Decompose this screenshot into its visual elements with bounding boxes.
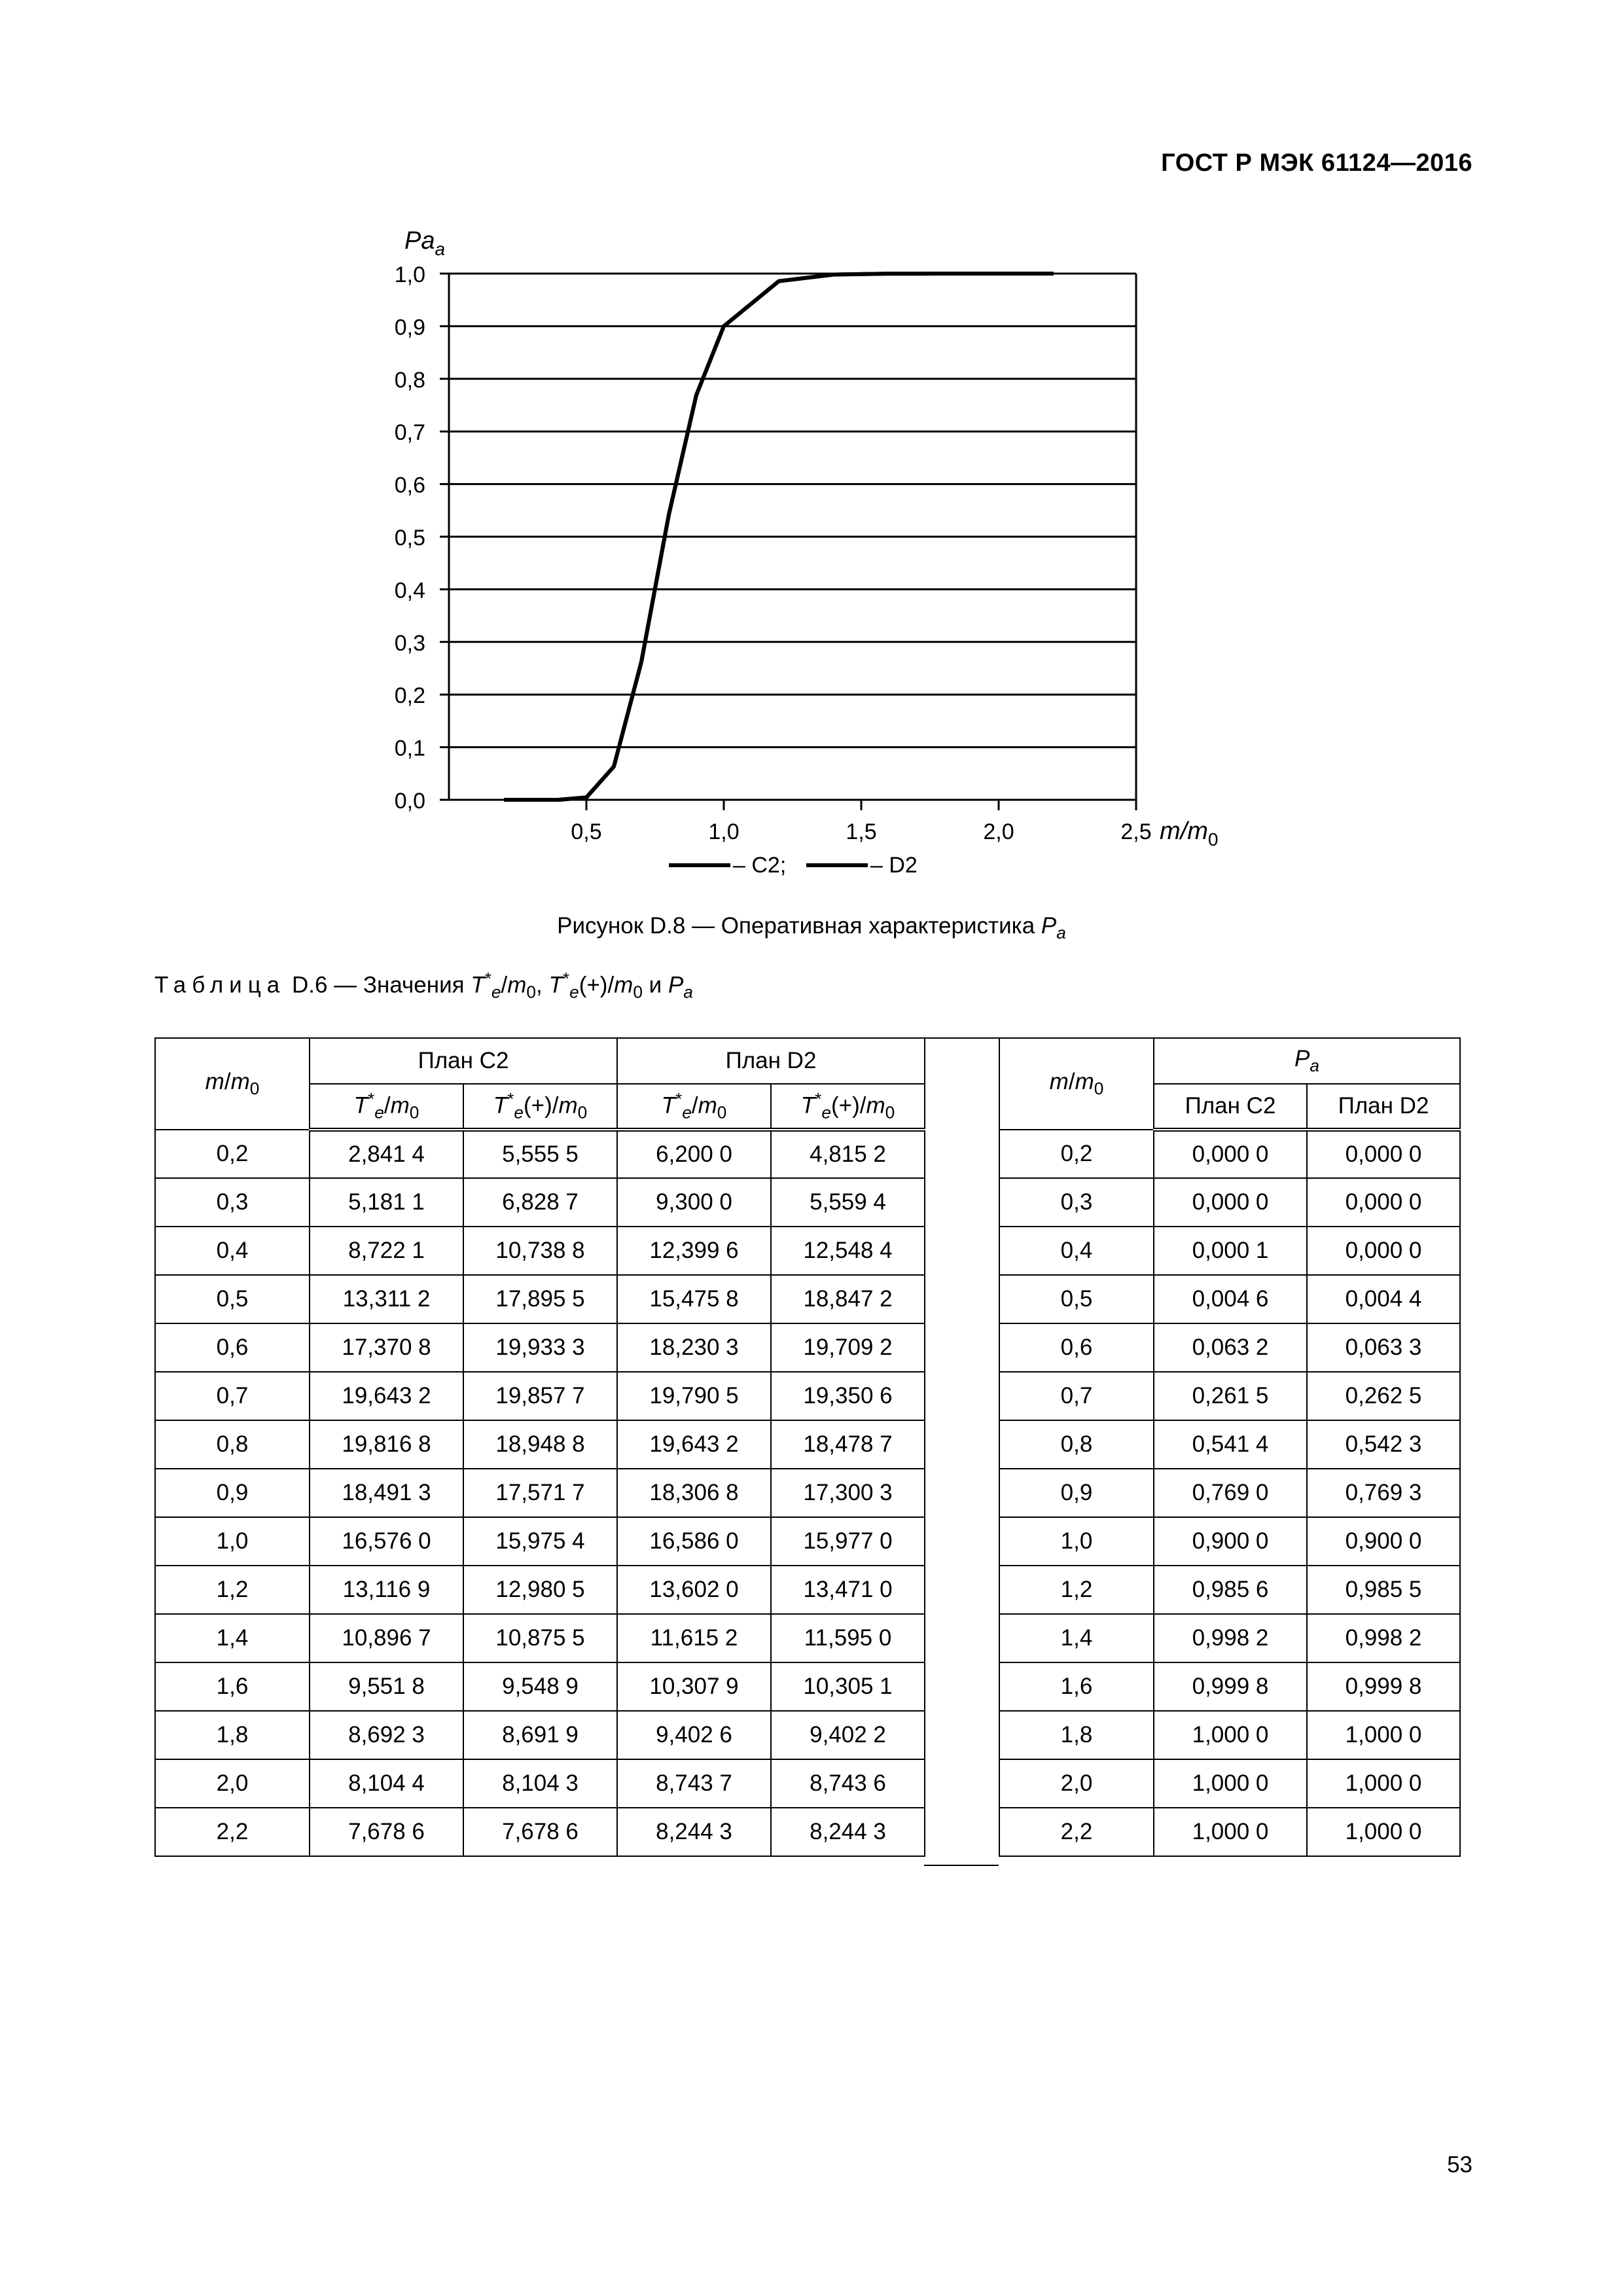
table-cell: 0,063 3: [1307, 1323, 1460, 1372]
col-header-te-plus-c2: $T^*_e(+)/m_0$: [463, 1084, 617, 1130]
table-cell: 4,815 2: [771, 1130, 925, 1178]
table-cell: 5,559 4: [771, 1178, 925, 1227]
table-cell: 0,9: [155, 1469, 310, 1517]
table-cell: 19,933 3: [463, 1323, 617, 1372]
table-row: [999, 1662, 1460, 1711]
table-title: Таблица D.6 — Значения $T^*_e/m_0$, $T^*_e(+)/m_0$ и $P_a$: [154, 969, 693, 1002]
table-cell: 8,691 9: [463, 1711, 617, 1759]
table-cell: 6,200 0: [617, 1130, 771, 1178]
table-cell: 0,004 4: [1307, 1275, 1460, 1323]
table-cell: 17,300 3: [771, 1469, 925, 1517]
table-cell: 10,738 8: [463, 1227, 617, 1275]
table-gap: [924, 1037, 999, 1866]
table-cell: 16,576 0: [310, 1517, 463, 1566]
table-cell: 0,999 8: [1154, 1662, 1307, 1711]
table-cell: 0,000 0: [1307, 1227, 1460, 1275]
table-cell: 16,586 0: [617, 1517, 771, 1566]
table-cell: 15,475 8: [617, 1275, 771, 1323]
table-cell: 9,300 0: [617, 1178, 771, 1227]
table-cell: 7,678 6: [463, 1808, 617, 1856]
table-cell: 0,5: [999, 1275, 1154, 1323]
table-cell: 0,542 3: [1307, 1420, 1460, 1469]
table-cell: 18,491 3: [310, 1469, 463, 1517]
y-tick-label: 0,0: [394, 789, 425, 814]
table-cell: 11,615 2: [617, 1614, 771, 1662]
table-cell: 1,000 0: [1307, 1711, 1460, 1759]
col-header-m-2: $m/m_0$: [999, 1038, 1154, 1130]
table-cell: 0,8: [155, 1420, 310, 1469]
table-row: [155, 1566, 925, 1614]
table-cell: 1,000 0: [1154, 1759, 1307, 1808]
y-tick-label: 0,4: [394, 578, 425, 603]
y-tick-label: 0,3: [394, 630, 425, 656]
table-row: [155, 1420, 925, 1469]
table-row: [999, 1808, 1460, 1856]
table-cell: 8,104 4: [310, 1759, 463, 1808]
table-row: [155, 1808, 925, 1856]
table-cell: 8,743 6: [771, 1759, 925, 1808]
table-cell: 0,998 2: [1154, 1614, 1307, 1662]
y-tick-label: 0,9: [394, 315, 425, 340]
col-header-pa: $P_a$: [1154, 1038, 1460, 1084]
table-cell: 19,643 2: [617, 1420, 771, 1469]
y-axis-label: $Pa_a$: [404, 227, 446, 259]
table-cell: 12,980 5: [463, 1566, 617, 1614]
table-cell: 8,244 3: [617, 1808, 771, 1856]
table-cell: 15,977 0: [771, 1517, 925, 1566]
table-cell: 1,4: [999, 1614, 1154, 1662]
table-cell: 18,230 3: [617, 1323, 771, 1372]
y-tick-label: 0,8: [394, 367, 425, 393]
table-cell: 0,7: [155, 1372, 310, 1420]
table-row: [999, 1517, 1460, 1566]
table-cell: 0,004 6: [1154, 1275, 1307, 1323]
table-cell: 0,000 0: [1307, 1130, 1460, 1178]
table-cell: 8,722 1: [310, 1227, 463, 1275]
table-row: [155, 1178, 925, 1227]
table-cell: 1,0: [999, 1517, 1154, 1566]
table-cell: 9,402 2: [771, 1711, 925, 1759]
y-tick-label: 0,1: [394, 736, 425, 761]
table-cell: 1,8: [999, 1711, 1154, 1759]
table-cell: 1,000 0: [1307, 1759, 1460, 1808]
table-cell: 0,4: [999, 1227, 1154, 1275]
table-cell: 0,6: [155, 1323, 310, 1372]
table-cell: 1,0: [155, 1517, 310, 1566]
table-cell: 17,370 8: [310, 1323, 463, 1372]
table-cell: 1,6: [999, 1662, 1154, 1711]
table-cell: 0,900 0: [1307, 1517, 1460, 1566]
table-cell: 0,769 0: [1154, 1469, 1307, 1517]
table-cell: 1,2: [155, 1566, 310, 1614]
table-cell: 8,244 3: [771, 1808, 925, 1856]
table-cell: 0,063 2: [1154, 1323, 1307, 1372]
table-cell: 0,4: [155, 1227, 310, 1275]
table-cell: 12,399 6: [617, 1227, 771, 1275]
table-cell: 6,828 7: [463, 1178, 617, 1227]
table-cell: 0,261 5: [1154, 1372, 1307, 1420]
chart-legend: [669, 853, 918, 878]
table-row: [999, 1420, 1460, 1469]
table-cell: 8,692 3: [310, 1711, 463, 1759]
table-cell: 18,478 7: [771, 1420, 925, 1469]
table-cell: 5,181 1: [310, 1178, 463, 1227]
table-cell: 0,2: [999, 1130, 1154, 1178]
table-cell: 13,311 2: [310, 1275, 463, 1323]
table-cell: 2,841 4: [310, 1130, 463, 1178]
table-cell: 0,8: [999, 1420, 1154, 1469]
values-table-te: [154, 1037, 925, 1857]
table-row: [999, 1227, 1460, 1275]
table-cell: 19,709 2: [771, 1323, 925, 1372]
table-cell: 10,307 9: [617, 1662, 771, 1711]
table-row: [999, 1323, 1460, 1372]
table-cell: 0,985 5: [1307, 1566, 1460, 1614]
table-cell: 0,999 8: [1307, 1662, 1460, 1711]
table-cell: 0,000 1: [1154, 1227, 1307, 1275]
table-cell: 13,116 9: [310, 1566, 463, 1614]
table-row: [155, 1614, 925, 1662]
col-header-pa-c2: План C2: [1154, 1084, 1307, 1130]
table-cell: 1,000 0: [1154, 1808, 1307, 1856]
table-cell: 0,3: [999, 1178, 1154, 1227]
table-cell: 19,816 8: [310, 1420, 463, 1469]
table-row: [999, 1711, 1460, 1759]
table-cell: 13,602 0: [617, 1566, 771, 1614]
page-number: 53: [1447, 2152, 1472, 2178]
table-cell: 0,3: [155, 1178, 310, 1227]
table-row: [999, 1614, 1460, 1662]
table-row: [999, 1275, 1460, 1323]
table-row: [155, 1227, 925, 1275]
table-cell: 0,7: [999, 1372, 1154, 1420]
table-cell: 2,2: [155, 1808, 310, 1856]
table-row: [155, 1469, 925, 1517]
col-header-pa-d2: План D2: [1307, 1084, 1460, 1130]
table-row: [999, 1372, 1460, 1420]
table-cell: 9,548 9: [463, 1662, 617, 1711]
table-row: [155, 1759, 925, 1808]
table-row: [155, 1517, 925, 1566]
y-tick-label: 0,7: [394, 420, 425, 446]
table-cell: 0,2: [155, 1130, 310, 1178]
y-tick-label: 0,6: [394, 473, 425, 498]
table-cell: 10,875 5: [463, 1614, 617, 1662]
table-cell: 0,000 0: [1307, 1178, 1460, 1227]
table-cell: 19,790 5: [617, 1372, 771, 1420]
table-row: [999, 1759, 1460, 1808]
table-row: [155, 1275, 925, 1323]
table-cell: 19,857 7: [463, 1372, 617, 1420]
table-cell: 1,000 0: [1154, 1711, 1307, 1759]
table-cell: 8,743 7: [617, 1759, 771, 1808]
table-cell: 8,104 3: [463, 1759, 617, 1808]
x-tick-label: 2,5: [1120, 819, 1152, 844]
figure-caption: Рисунок D.8 — Оперативная характеристика $P_a$: [557, 913, 1066, 942]
table-row: [155, 1372, 925, 1420]
table-row: [999, 1178, 1460, 1227]
table-cell: 0,5: [155, 1275, 310, 1323]
table-cell: 11,595 0: [771, 1614, 925, 1662]
table-cell: 9,551 8: [310, 1662, 463, 1711]
x-axis-label: $m/m_0$: [1160, 817, 1219, 850]
table-cell: 0,769 3: [1307, 1469, 1460, 1517]
x-tick-label: 2,0: [983, 819, 1014, 844]
table-cell: 10,305 1: [771, 1662, 925, 1711]
legend-c2: – C2;: [733, 853, 787, 878]
table-cell: 19,350 6: [771, 1372, 925, 1420]
document-header: ГОСТ Р МЭК 61124—2016: [1161, 149, 1472, 177]
table-cell: 2,0: [999, 1759, 1154, 1808]
table-cell: 10,896 7: [310, 1614, 463, 1662]
table-cell: 17,571 7: [463, 1469, 617, 1517]
col-header-te-c2: $T^*_e/m_0$: [310, 1084, 463, 1130]
table-row: [155, 1662, 925, 1711]
y-tick-label: 0,2: [394, 683, 425, 709]
table-cell: 0,985 6: [1154, 1566, 1307, 1614]
table-cell: 1,4: [155, 1614, 310, 1662]
table-cell: 15,975 4: [463, 1517, 617, 1566]
table-cell: 1,6: [155, 1662, 310, 1711]
table-cell: 1,8: [155, 1711, 310, 1759]
col-header-m: $m/m_0$: [155, 1038, 310, 1130]
table-row: [155, 1130, 925, 1178]
table-cell: 5,555 5: [463, 1130, 617, 1178]
table-cell: 2,0: [155, 1759, 310, 1808]
table-cell: 9,402 6: [617, 1711, 771, 1759]
table-cell: 0,9: [999, 1469, 1154, 1517]
y-tick-label: 1,0: [394, 262, 425, 287]
table-cell: 19,643 2: [310, 1372, 463, 1420]
table-cell: 0,6: [999, 1323, 1154, 1372]
col-header-te-d2: $T^*_e/m_0$: [617, 1084, 771, 1130]
values-table-pa: [999, 1037, 1461, 1857]
table-row: [999, 1130, 1460, 1178]
legend-d2: – D2: [870, 853, 918, 878]
table-cell: 0,000 0: [1154, 1130, 1307, 1178]
table-cell: 0,541 4: [1154, 1420, 1307, 1469]
table-cell: 13,471 0: [771, 1566, 925, 1614]
x-tick-label: 1,5: [846, 819, 877, 844]
table-row: [999, 1566, 1460, 1614]
table-cell: 0,900 0: [1154, 1517, 1307, 1566]
table-cell: 17,895 5: [463, 1275, 617, 1323]
table-cell: 0,000 0: [1154, 1178, 1307, 1227]
y-tick-label: 0,5: [394, 526, 425, 550]
x-tick-label: 0,5: [571, 819, 602, 844]
table-row: [999, 1469, 1460, 1517]
table-cell: 1,000 0: [1307, 1808, 1460, 1856]
table-cell: 18,306 8: [617, 1469, 771, 1517]
table-cell: 0,998 2: [1307, 1614, 1460, 1662]
col-header-te-plus-d2: $T^*_e(+)/m_0$: [771, 1084, 925, 1130]
x-tick-label: 1,0: [708, 819, 740, 844]
table-cell: 7,678 6: [310, 1808, 463, 1856]
table-row: [155, 1711, 925, 1759]
table-cell: 2,2: [999, 1808, 1154, 1856]
table-cell: 1,2: [999, 1566, 1154, 1614]
col-header-plan-c2: План C2: [310, 1038, 617, 1084]
table-cell: 0,262 5: [1307, 1372, 1460, 1420]
table-cell: 18,847 2: [771, 1275, 925, 1323]
col-header-plan-d2: План D2: [617, 1038, 925, 1084]
table-row: [155, 1323, 925, 1372]
table-cell: 18,948 8: [463, 1420, 617, 1469]
table-cell: 12,548 4: [771, 1227, 925, 1275]
operating-characteristic-chart: [0, 0, 1623, 903]
